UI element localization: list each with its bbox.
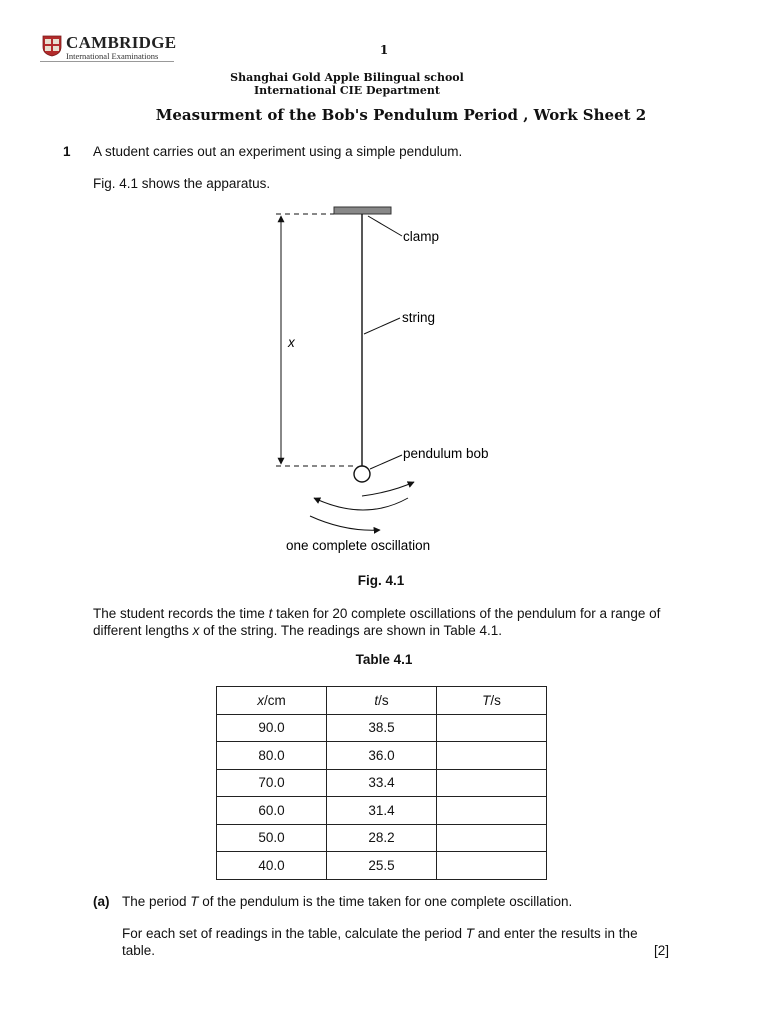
cell-period[interactable] <box>437 852 547 880</box>
question-number: 1 <box>63 144 71 159</box>
oscillation-label: one complete oscillation <box>286 538 431 553</box>
cell-t: 25.5 <box>327 852 437 880</box>
bob-leader-line <box>370 455 402 469</box>
cell-x: 70.0 <box>217 769 327 797</box>
header-x-cm: x/cm <box>217 687 327 715</box>
cell-period[interactable] <box>437 742 547 770</box>
table-row <box>217 797 547 825</box>
marks-allocation: [2] <box>653 943 669 958</box>
clamp-leader-line <box>368 216 402 236</box>
cell-period[interactable] <box>437 824 547 852</box>
logo-brand: CAMBRIDGE <box>66 33 177 52</box>
readings-paragraph: The student records the time t taken for 20 complete oscillations of the pendulum for a range of different lengths x of the string. The readings are shown in Table 4.1. <box>93 606 661 638</box>
header-t-s: t/s <box>327 687 437 715</box>
bob-label: pendulum bob <box>403 446 489 461</box>
table-caption: Table 4.1 <box>355 652 413 667</box>
cell-t: 31.4 <box>327 797 437 825</box>
table-row <box>217 769 547 797</box>
question-intro: A student carries out an experiment using a simple pendulum. <box>93 144 463 159</box>
pendulum-bob <box>354 466 370 482</box>
oscillation-arrow-left <box>314 498 408 510</box>
cell-t: 28.2 <box>327 824 437 852</box>
string-label: string <box>402 310 436 325</box>
x-label: x <box>288 335 295 350</box>
cell-period[interactable] <box>437 769 547 797</box>
figure-caption: Fig. 4.1 <box>357 573 405 588</box>
cell-x: 90.0 <box>217 714 327 742</box>
school-name: Shanghai Gold Apple Bilingual school <box>230 71 464 84</box>
part-a-text: The period T of the pendulum is the time taken for one complete oscillation. <box>122 894 573 909</box>
string-leader-line <box>364 318 400 334</box>
header-period-s: T/s <box>437 687 547 715</box>
readings-table <box>216 686 547 880</box>
clamp-label: clamp <box>403 229 440 244</box>
logo-subtitle: International Examinations <box>66 51 159 61</box>
cell-t: 38.5 <box>327 714 437 742</box>
table-row <box>217 714 547 742</box>
part-a-label: (a) <box>93 894 110 909</box>
cell-t: 36.0 <box>327 742 437 770</box>
cell-x: 50.0 <box>217 824 327 852</box>
table-row <box>217 824 547 852</box>
part-a-instruction: For each set of readings in the table, calculate the period T and enter the results in the table. <box>122 926 638 958</box>
cell-t: 33.4 <box>327 769 437 797</box>
table-row <box>217 852 547 880</box>
cell-period[interactable] <box>437 797 547 825</box>
cell-x: 40.0 <box>217 852 327 880</box>
oscillation-arrow-return <box>310 516 380 530</box>
clamp-block <box>334 207 391 214</box>
table-header-row <box>217 687 547 715</box>
figure-reference: Fig. 4.1 shows the apparatus. <box>93 176 271 191</box>
table-row <box>217 742 547 770</box>
cell-x: 80.0 <box>217 742 327 770</box>
page-number: 1 <box>379 43 389 57</box>
cell-x: 60.0 <box>217 797 327 825</box>
oscillation-arrow-right <box>362 482 414 496</box>
department-name: International CIE Department <box>254 84 440 97</box>
worksheet-title: Measurment of the Bob's Pendulum Period , Work Sheet 2 <box>155 106 647 124</box>
cell-period[interactable] <box>437 714 547 742</box>
